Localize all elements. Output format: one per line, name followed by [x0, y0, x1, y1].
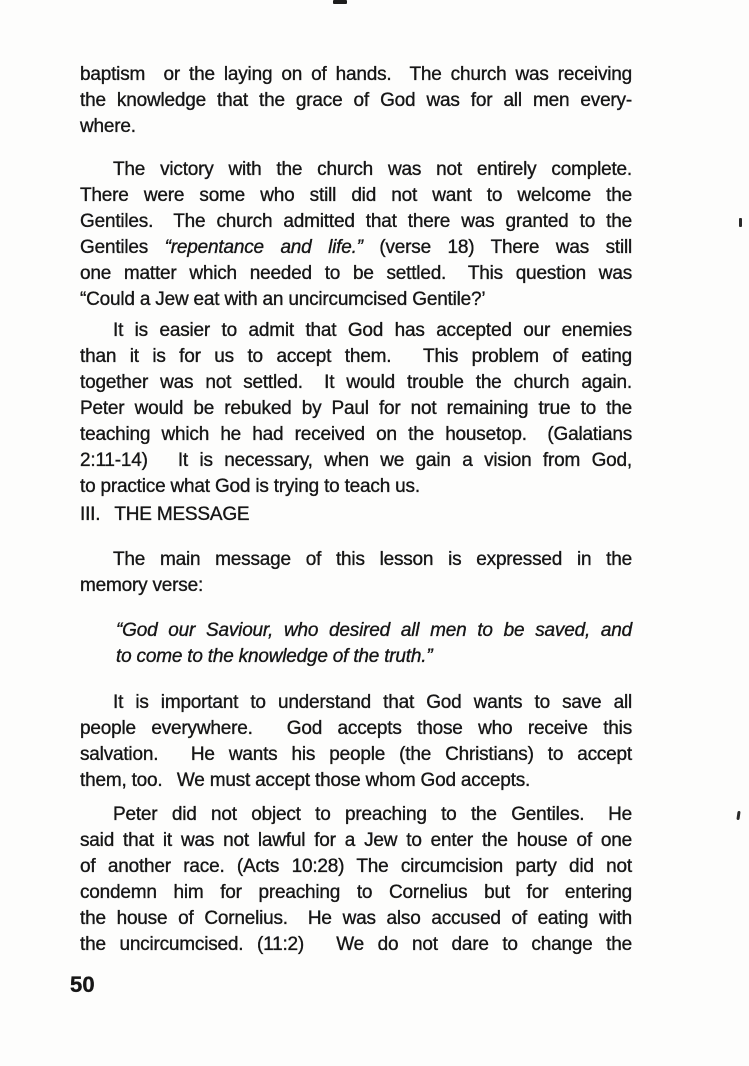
page-number: 50 [70, 972, 95, 997]
text-line [80, 261, 632, 287]
text-segment: one matter which needed to be settled. This question was [80, 263, 632, 284]
text-segment: It is important to understand that God wants to save all [113, 692, 632, 713]
text-segment: to come to the knowledge of the truth.” [116, 646, 433, 667]
italic-text-segment: “repentance and life.” [164, 237, 363, 258]
scan-artifact-top-dash [333, 0, 347, 4]
text-segment: said that it was not lawful for a Jew to enter the house of one [80, 830, 632, 851]
text-line [116, 618, 632, 644]
paragraph-important-to-understand [80, 690, 632, 794]
text-line [80, 209, 632, 235]
text-segment: the uncircumcised. (11:2) We do not dare to change the [80, 934, 632, 955]
text-segment: people everywhere. God accepts those who receive this [80, 718, 632, 739]
text-line [80, 880, 632, 906]
text-segment: baptism or the laying on of hands. The church was receiving [80, 64, 632, 85]
paragraph-main-message [80, 547, 632, 599]
paragraph-victory [80, 157, 632, 313]
text-line [80, 344, 632, 370]
text-line [80, 474, 632, 500]
text-segment: where. [80, 116, 136, 137]
text-line [80, 768, 632, 794]
text-line [80, 370, 632, 396]
text-segment: condemn him for preaching to Cornelius but for entering [80, 882, 632, 903]
text-line [80, 318, 632, 344]
text-line [80, 828, 632, 854]
text-line [80, 547, 632, 573]
paragraph-peter-did-not-object [80, 802, 632, 958]
text-segment: than it is for us to accept them. This problem of eating [80, 346, 632, 367]
text-line [80, 932, 632, 958]
text-segment: the knowledge that the grace of God was for all men every- [80, 90, 632, 111]
text-segment: The victory with the church was not entirely complete. [113, 159, 632, 180]
text-line [80, 157, 632, 183]
text-segment: (verse 18) There was still [362, 237, 633, 258]
memory-verse-quote [116, 618, 632, 670]
text-line [80, 742, 632, 768]
text-segment: Gentiles [80, 237, 165, 258]
text-line [80, 62, 632, 88]
text-column [80, 62, 632, 958]
text-segment: of another race. (Acts 10:28) The circumcision party did not [80, 856, 632, 877]
text-segment: them, too. We must accept those whom God accepts. [80, 770, 531, 791]
text-line [80, 235, 632, 261]
text-segment: memory verse: [80, 575, 204, 596]
text-segment: salvation. He wants his people (the Christians) to accept [80, 744, 632, 765]
text-segment: “God our Saviour, who desired all men to be saved, and [116, 620, 632, 641]
text-line [80, 287, 632, 313]
text-segment: The main message of this lesson is expressed in the [113, 549, 632, 570]
section-heading-the-message: III. THE MESSAGE [80, 504, 250, 525]
text-segment: together was not settled. It would trouble the church again. [80, 372, 632, 393]
text-line [80, 854, 632, 880]
paragraph-easier-to-admit [80, 318, 632, 500]
text-segment: Peter did not object to preaching to the Gentiles. He [113, 804, 632, 825]
text-segment: Peter would be rebuked by Paul for not remaining true to the [80, 398, 632, 419]
text-segment: “Could a Jew eat with an uncircumcised Gentile?’ [80, 289, 486, 310]
text-segment: It is easier to admit that God has accepted our enemies [113, 320, 632, 341]
text-line [80, 114, 632, 140]
text-line [116, 644, 632, 670]
text-line [80, 573, 632, 599]
text-line [80, 448, 632, 474]
text-segment: Gentiles. The church admitted that there was granted to the [80, 211, 632, 232]
text-line [80, 716, 632, 742]
text-line [80, 690, 632, 716]
paragraph-baptism [80, 62, 632, 140]
text-line [80, 802, 632, 828]
scan-speck-lower-right [736, 811, 740, 820]
text-line [80, 906, 632, 932]
text-line [80, 88, 632, 114]
text-line [80, 422, 632, 448]
text-line [80, 396, 632, 422]
scan-speck-upper-right [739, 218, 742, 227]
text-line [80, 183, 632, 209]
text-segment: There were some who still did not want to welcome the [80, 185, 632, 206]
text-segment: 2:11-14) It is necessary, when we gain a vision from God, [80, 450, 632, 471]
text-segment: the house of Cornelius. He was also accused of eating with [80, 908, 632, 929]
text-segment: to practice what God is trying to teach us. [80, 476, 420, 497]
text-segment: teaching which he had received on the housetop. (Galatians [80, 424, 632, 445]
